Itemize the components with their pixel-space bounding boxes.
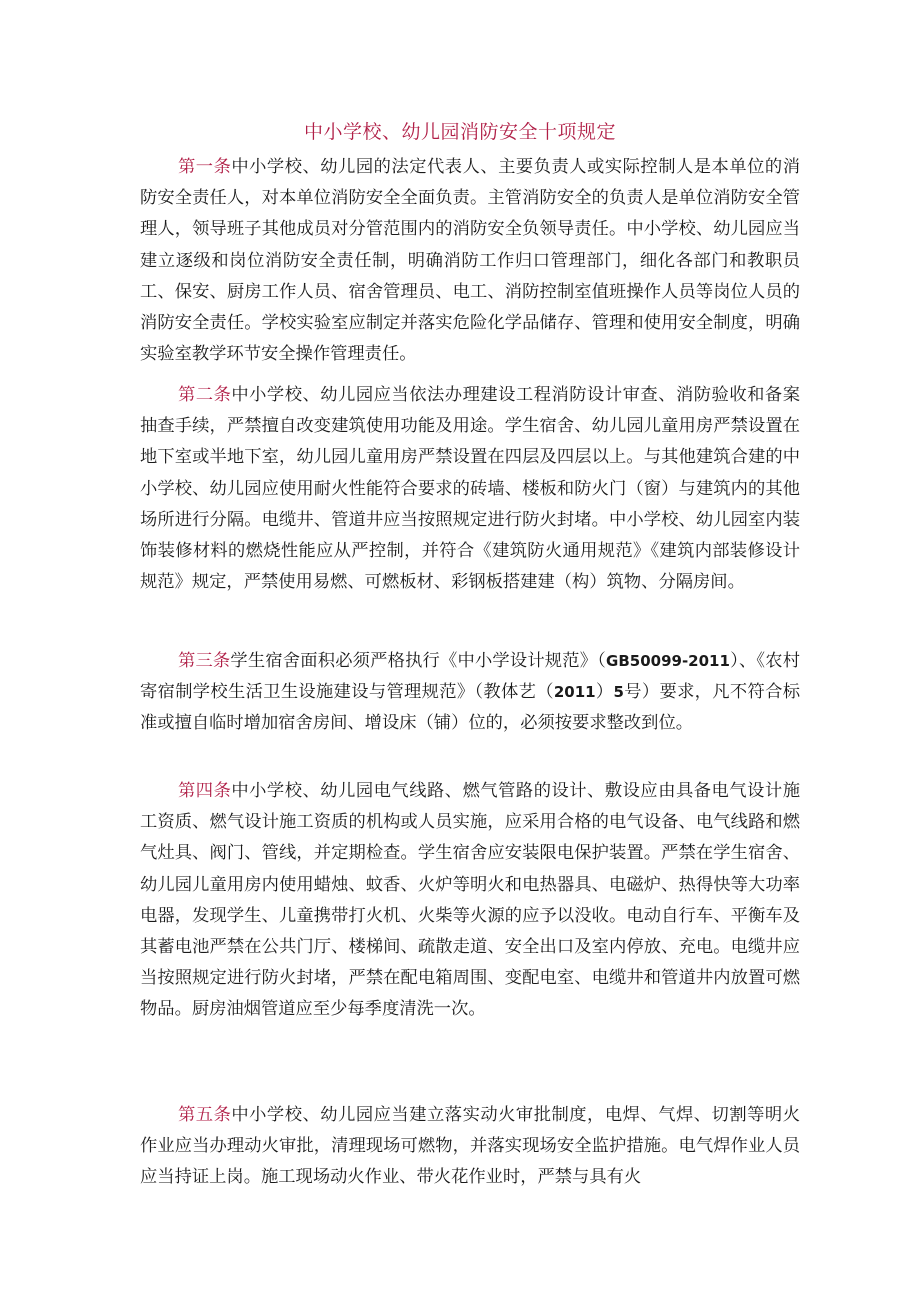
- article-1: [140, 152, 800, 370]
- article-text: 中小学校、幼儿园应当建立落实动火审批制度，电焊、气焊、切割等明火作业应当办理动火审批，清理现场可燃物，并落实现场安全监护措施。电气焊作业人员应当持证上岗。施工现场动火作业、带火花作业时，严禁与具有火: [140, 1105, 800, 1188]
- article-4: [140, 776, 800, 1026]
- article-text: ）、《农村寄宿制学校生活卫生设施建设与管理规范》（教体艺（: [140, 651, 800, 703]
- article-label: 第四条: [178, 781, 232, 801]
- article-3: [140, 646, 800, 740]
- article-text: 中小学校、幼儿园应当依法办理建设工程消防设计审查、消防验收和备案抽查手续，严禁擅自改变建筑使用功能及用途。学生宿舍、幼儿园儿童用房严禁设置在地下室或半地下室，幼儿园儿童用房严禁设置在四层及四层以上。与其他建筑合建的中小学校、幼儿园应使用耐火性能符合要求的砖墙、楼板和防火门（窗）与建筑内的其他场所进行分隔。电缆井、管道井应当按照规定进行防火封堵。中小学校、幼儿园室内装饰装修材料的燃烧性能应从严控制，并符合《建筑防火通用规范》《建筑内部装修设计规范》规定，严禁使用易燃、可燃板材、彩钢板搭建建（构）筑物、分隔房间。: [140, 385, 800, 593]
- document-number: 5: [613, 683, 624, 702]
- article-label: 第一条: [178, 157, 232, 177]
- article-text: 中小学校、幼儿园电气线路、燃气管路的设计、敷设应由具备电气设计施工资质、燃气设计施工资质的机构或人员实施，应采用合格的电气设备、电气线路和燃气灶具、阀门、管线，并定期检查。学生宿舍应安装限电保护装置。严禁在学生宿舍、幼儿园儿童用房内使用蜡烛、蚊香、火炉等明火和电热器具、电磁炉、热得快等大功率电器，发现学生、儿童携带打火机、火柴等火源的应予以没收。电动自行车、平衡车及其蓄电池严禁在公共门厅、楼梯间、疏散走道、安全出口及室内停放、充电。电缆井应当按照规定进行防火封堵，严禁在配电箱周围、变配电室、电缆井和管道井内放置可燃物品。厨房油烟管道应至少每季度清洗一次。: [140, 781, 800, 1020]
- document-year: 2011: [553, 683, 596, 702]
- article-text: 号）要求，凡不符合标准或擅自临时增加宿舍房间、增设床（铺）位的，必须按要求整改到位。: [140, 682, 800, 734]
- article-5: [140, 1100, 800, 1194]
- article-label: 第五条: [178, 1105, 232, 1125]
- article-text: 中小学校、幼儿园的法定代表人、主要负责人或实际控制人是本单位的消防安全责任人，对本单位消防安全全面负责。主管消防安全的负责人是单位消防安全管理人，领导班子其他成员对分管范围内的消防安全负领导责任。中小学校、幼儿园应当建立逐级和岗位消防安全责任制，明确消防工作归口管理部门，细化各部门和教职员工、保安、厨房工作人员、宿舍管理员、电工、消防控制室值班操作人员等岗位人员的消防安全责任。学校实验室应制定并落实危险化学品储存、管理和使用安全制度，明确实验室教学环节安全操作管理责任。: [140, 157, 800, 365]
- standard-code: GB50099-2011: [606, 652, 730, 670]
- article-text: ）: [595, 682, 614, 703]
- article-label: 第二条: [178, 385, 232, 405]
- article-label: 第三条: [178, 651, 231, 671]
- document-title: 中小学校、幼儿园消防安全十项规定: [303, 121, 616, 143]
- article-2: [140, 380, 800, 598]
- article-text: 学生宿舍面积必须严格执行《中小学设计规范》（: [230, 651, 607, 671]
